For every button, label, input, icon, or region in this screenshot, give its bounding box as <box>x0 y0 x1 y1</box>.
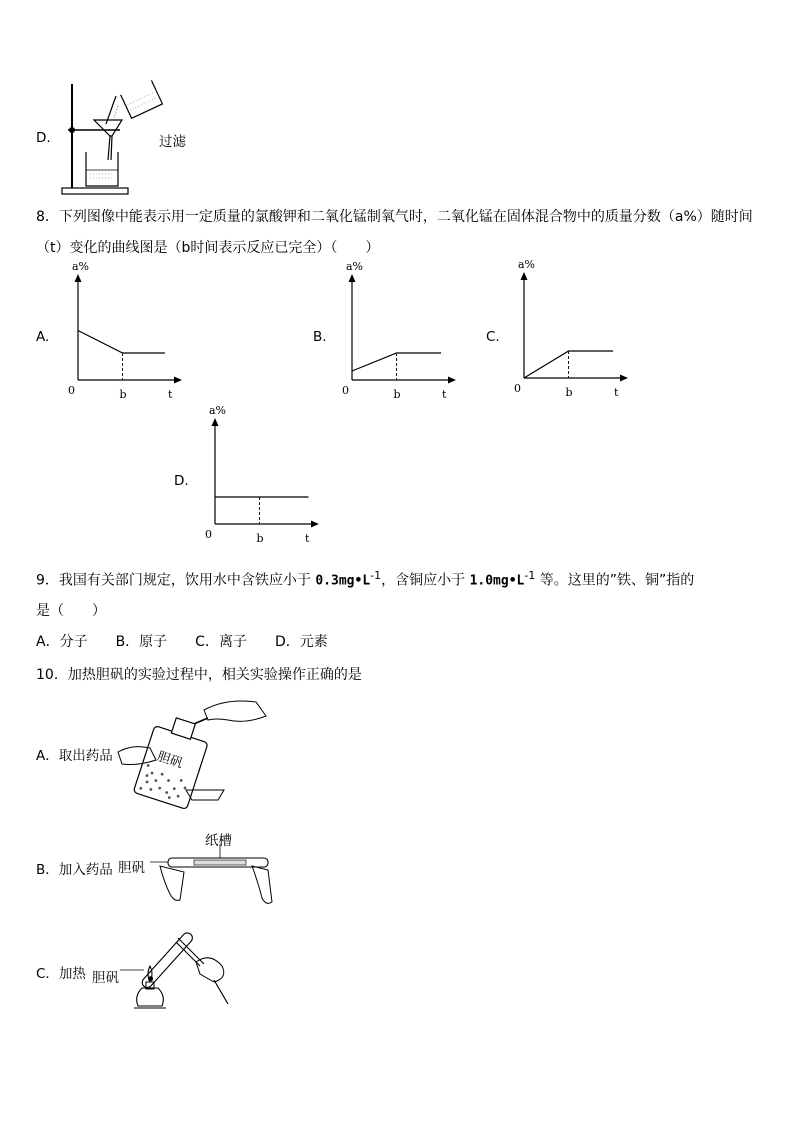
q7-option-d-text: 过滤 <box>159 134 186 150</box>
q8-stem-line1: 8．下列图像中能表示用一定质量的氯酸钾和二氧化锰制氧气时，二氧化锰在固体混合物中的质量分数（a%）随时间 <box>36 209 753 225</box>
q9-options: A．分子 B．原子 C．离子 D．元素 <box>36 634 328 650</box>
heating-illustration <box>118 922 234 1018</box>
q9-fe-exponent: -1 <box>370 569 382 582</box>
filtration-apparatus-illustration <box>60 80 170 200</box>
b-tick-label: b <box>119 388 127 401</box>
q10-option-c: C．加热 <box>36 966 86 982</box>
x-axis-label: t <box>305 532 310 545</box>
x-axis-arrow <box>311 521 319 528</box>
bottle-label: 胆矾 <box>155 749 185 772</box>
series-line <box>78 331 165 354</box>
origin-label: 0 <box>205 528 212 541</box>
add-reagent-illustration <box>140 842 280 912</box>
q9-text-part3: 等。这里的”铁、铜”指的 <box>539 572 695 589</box>
q9-fe-limit: 0.3mg•L <box>315 573 371 589</box>
y-axis-label: a% <box>518 258 536 271</box>
q9-stem-line2: 是（ ） <box>36 603 106 619</box>
chart-a <box>66 260 186 405</box>
y-axis-arrow <box>212 418 219 426</box>
q9-stem-line1 <box>36 566 694 592</box>
y-axis-label: a% <box>72 260 90 273</box>
y-axis-label: a% <box>346 260 364 273</box>
x-axis-label: t <box>168 388 173 401</box>
x-axis-label: t <box>614 386 619 399</box>
q10-stem: 10．加热胆矾的实验过程中，相关实验操作正确的是 <box>36 667 362 683</box>
chart-c <box>512 258 632 403</box>
q10-b-label-top: 纸槽 <box>205 833 232 849</box>
q7-option-d-letter: D. <box>36 130 51 146</box>
b-tick-label: b <box>256 532 264 545</box>
x-axis-arrow <box>620 375 628 382</box>
origin-label: 0 <box>68 384 75 397</box>
q9-cu-exponent: -1 <box>524 569 536 582</box>
x-axis-label: t <box>442 388 447 401</box>
y-axis-arrow <box>75 274 82 282</box>
b-tick-label: b <box>393 388 401 401</box>
q9-text-part2: ，含铜应小于 <box>381 572 466 589</box>
b-tick-label: b <box>565 386 573 399</box>
take-reagent-illustration <box>116 694 276 810</box>
chart-d <box>203 404 323 549</box>
y-axis-label: a% <box>209 404 227 417</box>
q10-c-label: 胆矾 <box>92 970 119 986</box>
chart-b <box>340 260 460 405</box>
y-axis-arrow <box>521 272 528 280</box>
q9-cu-limit: 1.0mg•L <box>469 573 525 589</box>
q8-option-b-letter: B. <box>313 329 327 345</box>
x-axis-arrow <box>174 377 182 384</box>
q8-stem-line2: （t）变化的曲线图是（b时间表示反应已完全）（ ） <box>36 240 380 256</box>
q10-option-a: A．取出药品 <box>36 748 113 764</box>
y-axis-arrow <box>349 274 356 282</box>
q9-text-part1: 9．我国有关部门规定，饮用水中含铁应小于 <box>36 572 311 589</box>
q10-b-label-left: 胆矾 <box>118 860 145 876</box>
q8-option-c-letter: C. <box>486 329 500 345</box>
q8-option-a-letter: A. <box>36 329 50 345</box>
origin-label: 0 <box>514 382 521 395</box>
origin-label: 0 <box>342 384 349 397</box>
q8-option-d-letter: D. <box>174 473 189 489</box>
q10-option-b: B．加入药品 <box>36 862 113 878</box>
x-axis-arrow <box>448 377 456 384</box>
